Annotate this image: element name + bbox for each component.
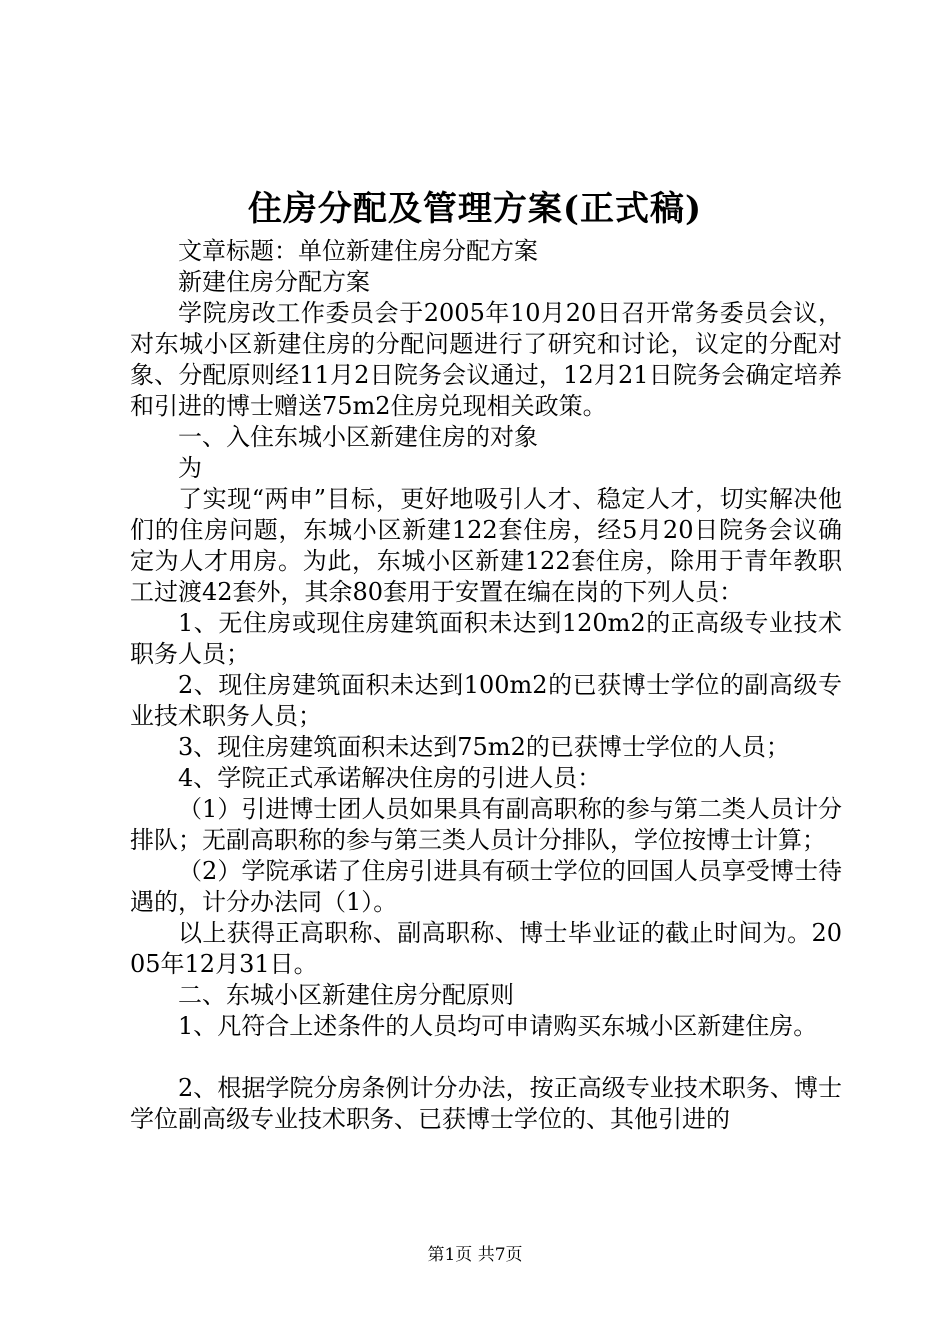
principle-item-2: 2、根据学院分房条例计分办法，按正高级专业技术职务、博士学位副高级专业技术职务、已获博士学位的、其他引进的 <box>130 1074 842 1133</box>
sub-item-1: （1）引进博士团人员如果具有副高职称的参与第二类人员计分排队；无副高职称的参与第三类人员计分排队，学位按博士计算； <box>130 795 842 854</box>
sub-item-2: （2）学院承诺了住房引进具有硕士学位的回国人员享受博士待遇的，计分办法同（1）。 <box>130 857 842 916</box>
page-number-footer: 第1页 共7页 <box>427 1245 523 1265</box>
paragraph-spacer <box>130 1042 842 1073</box>
section-heading-1: 一、入住东城小区新建住房的对象 <box>178 423 538 451</box>
paragraph-plan-name: 新建住房分配方案 <box>178 268 370 296</box>
paragraph-fragment: 为 <box>178 454 202 482</box>
paragraph-article-heading: 文章标题：单位新建住房分配方案 <box>178 237 538 265</box>
list-item-1: 1、无住房或现住房建筑面积未达到120m2的正高级专业技术职务人员； <box>130 609 842 668</box>
paragraph-deadline: 以上获得正高职称、副高职称、博士毕业证的截止时间为。2005年12月31日。 <box>130 919 842 978</box>
paragraph-intro: 学院房改工作委员会于2005年10月20日召开常务委员会议，对东城小区新建住房的分配问题进行了研究和讨论，议定的分配对象、分配原则经11月2日院务会议通过，12月21日院务会确定培养和引进的博士赠送75m2住房兑现相关政策。 <box>130 299 842 420</box>
principle-item-1: 1、凡符合上述条件的人员均可申请购买东城小区新建住房。 <box>178 1012 818 1040</box>
list-item-4: 4、学院正式承诺解决住房的引进人员： <box>178 764 602 792</box>
list-item-3: 3、现住房建筑面积未达到75m2的已获博士学位的人员； <box>178 733 790 761</box>
section-heading-2: 二、东城小区新建住房分配原则 <box>178 981 514 1009</box>
document-title: 住房分配及管理方案(正式稿) <box>247 189 703 229</box>
list-item-2: 2、现住房建筑面积未达到100m2的已获博士学位的副高级专业技术职务人员； <box>130 671 842 730</box>
document-body <box>130 236 842 1135</box>
paragraph-purpose: 了实现“两申”目标，更好地吸引人才、稳定人才，切实解决他们的住房问题，东城小区新建122套住房，经5月20日院务会议确定为人才用房。为此，东城小区新建122套住房，除用于青年教职工过渡42套外，其余80套用于安置在编在岗的下列人员： <box>130 485 842 606</box>
